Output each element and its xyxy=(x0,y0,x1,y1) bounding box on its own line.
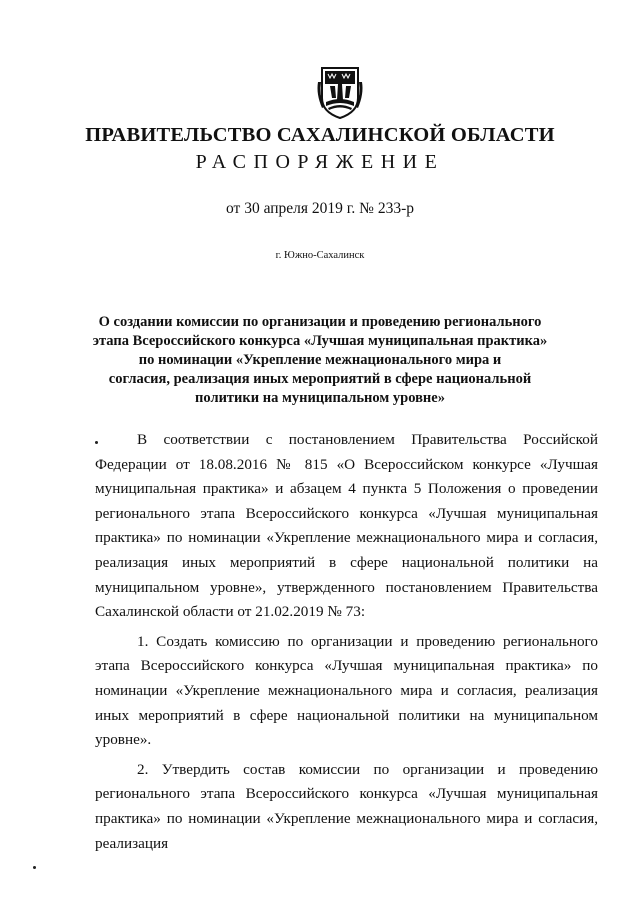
subject-line: О создании комиссии по организации и проведению регионального xyxy=(98,314,542,330)
subject-line: этапа Всероссийского конкурса «Лучшая муниципальная практика» xyxy=(92,333,548,349)
clause-2-paragraph: 2. Утвердить состав комиссии по организации и проведению регионального этапа Всероссийского конкурса «Лучшая муниципальная практика» по номинации «Укрепление межнационального мира и согласия, реализация xyxy=(95,760,598,852)
scan-speck xyxy=(33,866,36,869)
subject-line: согласия, реализация иных мероприятий в сфере национальной xyxy=(108,371,532,387)
city-line: г. Южно-Сахалинск xyxy=(275,250,365,261)
preamble-paragraph: В соответствии с постановлением Правительства Российской Федерации от 18.08.2016 № 815 «О Всероссийском конкурсе «Лучшая муниципальная практика» и абзацем 4 пункта 5 Положения о проведении регионального этапа Всероссийского конкурса «Лучшая муниципальная практика» по номинации «Укрепление межнационального мира и согласия, реализация иных мероприятий в сфере национальной политики на муниципальном уровне», утвержденного постановлением Правительства Сахалинской области от 21.02.2019 № 73: xyxy=(95,431,598,621)
subject-line: по номинации «Укрепление межнационального мира и xyxy=(138,352,502,368)
government-name: ПРАВИТЕЛЬСТВО САХАЛИНСКОЙ ОБЛАСТИ xyxy=(85,124,555,146)
decree-subject xyxy=(90,313,550,408)
decree-body xyxy=(95,428,598,856)
clause-1-paragraph: 1. Создать комиссию по организации и проведению регионального этапа Всероссийского конкурса «Лучшая муниципальная практика» по номинации «Укрепление межнационального мира и согласия, реализация иных мероприятий в сфере национальной политики на муниципальном уровне». xyxy=(95,632,598,749)
subject-line: политики на муниципальном уровне» xyxy=(195,390,445,406)
document-type: РАСПОРЯЖЕНИЕ xyxy=(195,151,445,173)
sakhalin-coat-of-arms-icon xyxy=(316,64,364,120)
date-and-number: от 30 апреля 2019 г. № 233-р xyxy=(226,200,414,217)
